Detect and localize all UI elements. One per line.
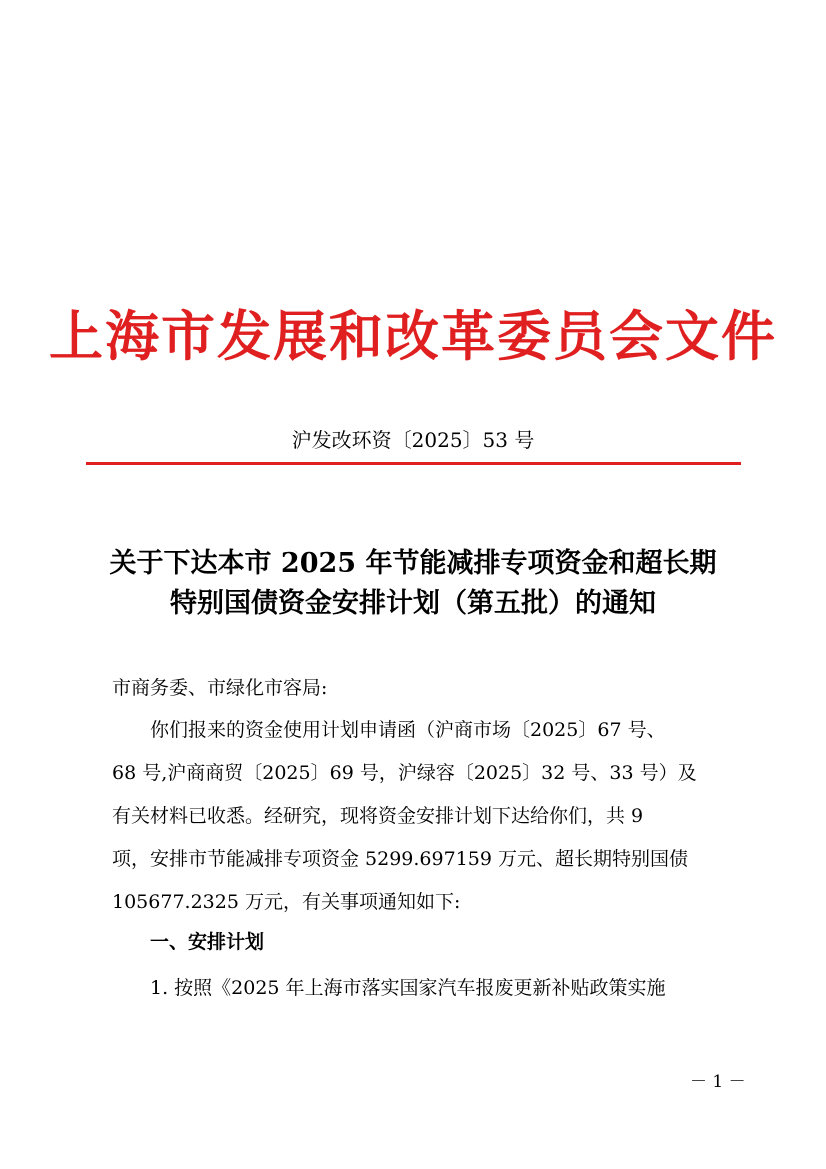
body-paragraph-line-1: 你们报来的资金使用计划申请函（沪商市场〔2025〕67 号、 bbox=[112, 719, 666, 741]
red-separator-line bbox=[86, 462, 741, 465]
list-item-1: 1. 按照《2025 年上海市落实国家汽车报废更新补贴政策实施 bbox=[112, 977, 666, 999]
body-paragraph-line-4: 项，安排市节能减排专项资金 5299.697159 万元、超长期特别国债 bbox=[112, 848, 689, 870]
header-title: 上海市发展和改革委员会文件 bbox=[49, 304, 777, 368]
section-heading: 一、安排计划 bbox=[150, 931, 265, 953]
document-title bbox=[60, 544, 766, 624]
document-title-line-2: 特别国债资金安排计划（第五批）的通知 bbox=[170, 588, 656, 619]
body-paragraph-line-2: 68 号,沪商商贸〔2025〕69 号，沪绿容〔2025〕32 号、33 号）及 bbox=[112, 762, 697, 784]
page-number: － 1 － bbox=[690, 1072, 746, 1092]
body-paragraph-line-5: 105677.2325 万元，有关事项通知如下: bbox=[112, 891, 461, 913]
body-paragraph-line-3: 有关材料已收悉。经研究，现将资金安排计划下达给你们，共 9 bbox=[112, 805, 644, 827]
document-number: 沪发改环资〔2025〕53 号 bbox=[291, 428, 535, 452]
document-title-line-1: 关于下达本市 2025 年节能减排专项资金和超长期 bbox=[109, 548, 717, 579]
addressee: 市商务委、市绿化市容局: bbox=[112, 677, 328, 699]
